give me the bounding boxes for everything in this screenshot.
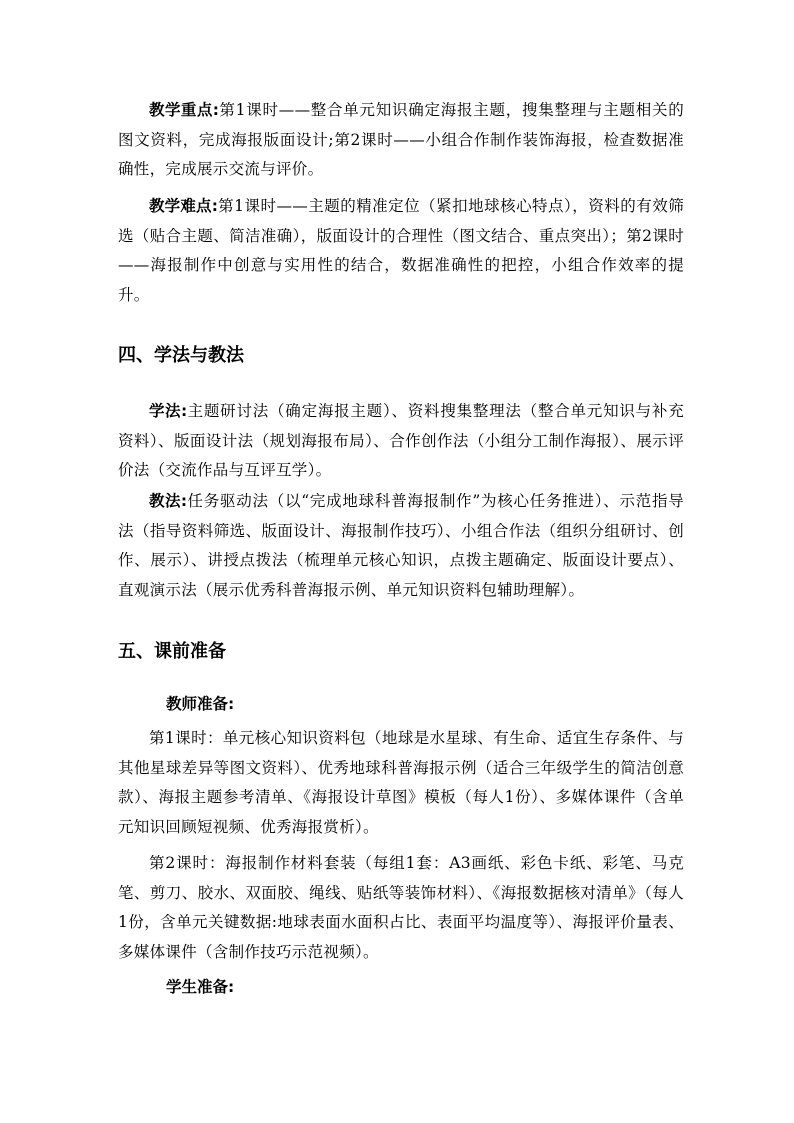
teaching-focus-paragraph [118, 96, 684, 185]
teaching-difficulty-label: 教学难点: [149, 197, 218, 215]
teaching-method-label: 教法: [149, 492, 188, 510]
study-method-label: 学法: [149, 402, 188, 420]
teaching-difficulty-paragraph [118, 192, 684, 310]
section-heading-methods: 四、学法与教法 [118, 345, 244, 366]
teaching-focus-label: 教学重点: [149, 101, 219, 119]
teaching-method-text: 任务驱动法（以“完成地球科普海报制作”为核心任务推进）、示范指导法（指导资料筛选、版面设计、海报制作技巧）、小组合作法（组织分组研讨、创作、展示）、讲授点拨法（梳理单元核心知识，点拨主题确定、版面设计要点）、直观演示法（展示优秀科普海报示例、单元知识资料包辅助理解）。 [118, 492, 684, 599]
student-preparation-label: 学生准备: [166, 978, 235, 996]
teacher-preparation-label: 教师准备: [166, 695, 235, 713]
study-method-paragraph [118, 397, 684, 486]
teaching-method-paragraph [118, 487, 684, 605]
section-heading-preparation: 五、课前准备 [118, 641, 226, 662]
teaching-focus-text: 第1课时——整合单元知识确定海报主题，搜集整理与主题相关的图文资料，完成海报版面设计;第2课时——小组合作制作装饰海报，检查数据准确性，完成展示交流与评价。 [118, 101, 684, 178]
lesson1-preparation-paragraph: 第1课时：单元核心知识资料包（地球是水星球、有生命、适宜生存条件、与其他星球差异等图文资料）、优秀地球科普海报示例（适合三年级学生的简洁创意款）、海报主题参考清单、《海报设计草图》模板（每人1份）、多媒体课件（含单元知识回顾短视频、优秀海报赏析）。 [118, 729, 684, 836]
teaching-difficulty-text: 第1课时——主题的精准定位（紧扣地球核心特点），资料的有效筛选（贴合主题、简洁准确），版面设计的合理性（图文结合、重点突出）；第2课时——海报制作中创意与实用性的结合，数据准确性的把控，小组合作效率的提升。 [118, 197, 684, 304]
study-method-text: 主题研讨法（确定海报主题）、资料搜集整理法（整合单元知识与补充资料）、版面设计法（规划海报布局）、合作创作法（小组分工制作海报）、展示评价法（交流作品与互评互学）。 [118, 402, 684, 479]
lesson2-preparation-paragraph: 第2课时：海报制作材料套装（每组1套：A3画纸、彩色卡纸、彩笔、马克笔、剪刀、胶水、双面胶、绳线、贴纸等装饰材料）、《海报数据核对清单》（每人1份，含单元关键数据:地球表面水面积占比、表面平均温度等）、海报评价量表、多媒体课件（含制作技巧示范视频）。 [118, 854, 684, 961]
